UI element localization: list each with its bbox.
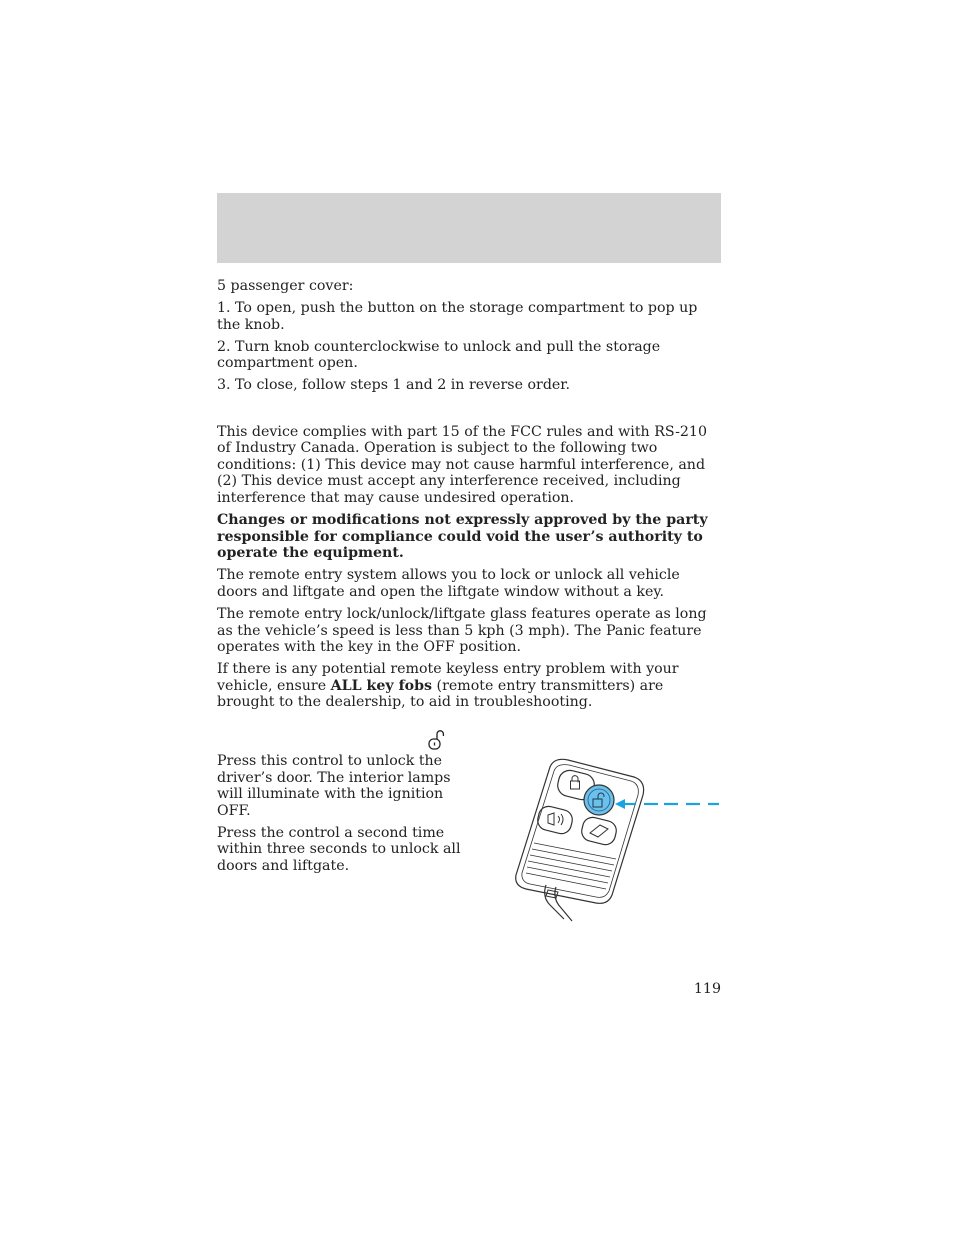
modification-warning: Changes or modifications not expressly approved by the party responsible for compliance could void the user’s authority to operate the equipment. xyxy=(217,512,708,562)
horn-icon xyxy=(548,813,563,825)
unlock-section xyxy=(217,729,721,880)
fcc-notice: This device complies with part 15 of the FCC rules and with RS-210 of Industry Canada. Operation is subject to the following two conditions: (1) This device may not cause harmful interference, and (2) This device must accept any interference received, including interference that may cause undesired operation. xyxy=(217,423,707,506)
storage-step-3: 3. To close, follow steps 1 and 2 in reverse order. xyxy=(217,377,571,394)
liftgate-button xyxy=(580,815,619,847)
key-fob-illustration xyxy=(512,755,722,923)
unlock-paragraph-2: Press the control a second time within three seconds to unlock all doors and liftgate. xyxy=(217,824,461,875)
storage-step-1: 1. To open, push the button on the storage compartment to pop up the knob. xyxy=(217,300,698,333)
storage-heading: 5 passenger cover: xyxy=(217,278,354,294)
section-gap xyxy=(217,400,721,424)
remote-entry-paragraph-2: The remote entry lock/unlock/liftgate glass features operate as long as the vehicle’s speed is less than 5 kph (3 mph). The Panic feature operates with the key in the OFF position. xyxy=(217,606,707,656)
unlock-icon xyxy=(427,729,445,751)
page-number: 119 xyxy=(693,981,721,997)
unlock-paragraph-1: Press this control to unlock the driver’s door. The interior lamps will illuminate with the ignition OFF. xyxy=(217,753,451,819)
remote-entry-paragraph-1: The remote entry system allows you to lock or unlock all vehicle doors and liftgate and open the liftgate window without a key. xyxy=(217,567,680,600)
panic-button xyxy=(536,804,575,836)
remote-entry-paragraph-3 xyxy=(217,661,721,711)
liftgate-icon xyxy=(590,825,608,837)
storage-step-2: 2. Turn knob counterclockwise to unlock and pull the storage compartment open. xyxy=(217,338,661,372)
indicator-arrow xyxy=(615,799,719,809)
unlock-button xyxy=(584,785,614,815)
fob-grip-lines xyxy=(526,843,616,889)
page-content xyxy=(217,278,721,717)
unlock-instructions xyxy=(217,753,479,875)
section-header-bar xyxy=(217,193,721,263)
para3-text-after: (remote entry transmitters) are brought to the dealership, to aid in troubleshooting. xyxy=(217,677,664,711)
para3-bold-text: ALL key fobs xyxy=(330,677,433,694)
lock-icon xyxy=(571,776,580,789)
para3-text-before: If there is any potential remote keyless entry problem with your vehicle, ensure xyxy=(217,661,679,694)
